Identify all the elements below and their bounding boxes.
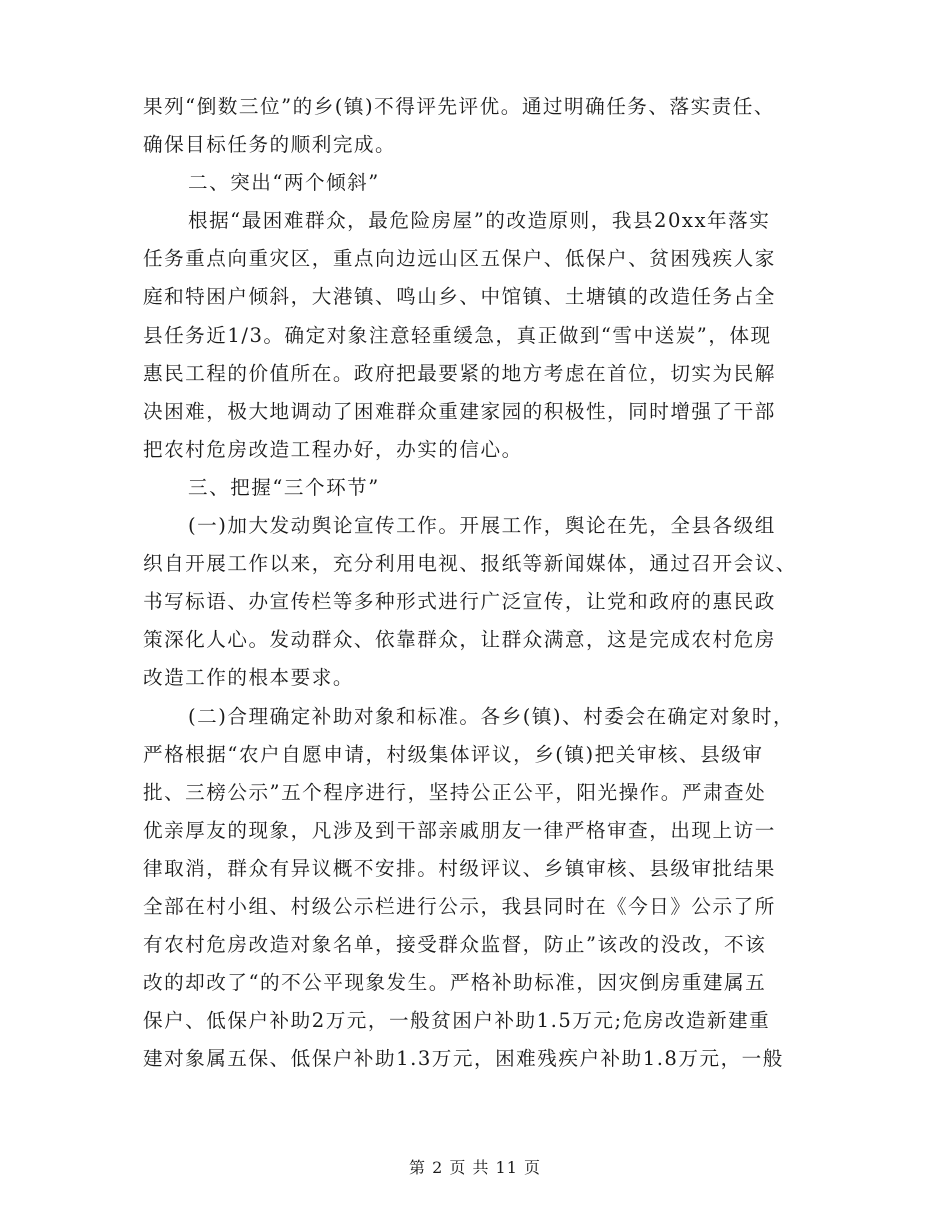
text-line: 批、三榜公示”五个程序进行，坚持公正公平，阳光操作。严肃查处	[143, 780, 767, 804]
text-line: 决困难，极大地调动了困难群众重建家园的积极性，同时增强了干部	[143, 399, 776, 423]
text-line: 庭和特困户倾斜，大港镇、鸣山乡、中馆镇、土塘镇的改造任务占全	[143, 285, 776, 309]
text-line: 改的却改了“的不公平现象发生。严格补助标准，因灾倒房重建属五	[143, 971, 767, 995]
text-line: 三、把握“三个环节”	[188, 475, 380, 499]
text-line: 保户、低保户补助2万元，一般贫困户补助1.5万元;危房改造新建重	[143, 1009, 771, 1033]
text-line: (二)合理确定补助对象和标准。各乡(镇)、村委会在确定对象时，	[188, 704, 795, 728]
text-line: 优亲厚友的现象，凡涉及到干部亲戚朋友一律严格审查，出现上访一	[143, 818, 776, 842]
text-line: 严格根据“农户自愿申请，村级集体评议，乡(镇)把关审核、县级审	[143, 742, 764, 766]
text-line: (一)加大发动舆论宣传工作。开展工作，舆论在先，全县各级组	[188, 514, 776, 538]
text-line: 县任务近1/3。确定对象注意轻重缓急，真正做到“雪中送炭”，体现	[143, 323, 772, 347]
text-line: 织自开展工作以来，充分利用电视、报纸等新闻媒体，通过召开会议、	[143, 552, 797, 576]
text-line: 二、突出“两个倾斜”	[188, 171, 380, 195]
text-line: 有农村危房改造对象名单，接受群众监督，防止”该改的没改，不该	[143, 933, 767, 957]
text-line: 任务重点向重灾区，重点向边远山区五保户、低保户、贫困残疾人家	[143, 247, 776, 271]
text-line: 律取消，群众有异议概不安排。村级评议、乡镇审核、县级审批结果	[143, 856, 776, 880]
text-line: 把农村危房改造工程办好，办实的信心。	[143, 437, 523, 461]
document-body	[143, 88, 811, 1078]
text-line: 惠民工程的价值所在。政府把最要紧的地方考虑在首位，切实为民解	[143, 361, 776, 385]
page-footer: 第 2 页 共 11 页	[409, 1158, 541, 1177]
text-line: 确保目标任务的顺利完成。	[143, 133, 397, 157]
text-line: 全部在村小组、村级公示栏进行公示，我县同时在《今日》公示了所	[143, 894, 776, 918]
text-line: 根据“最困难群众，最危险房屋”的改造原则，我县20xx年落实	[188, 209, 771, 233]
text-line: 果列“倒数三位”的乡(镇)不得评先评优。通过明确任务、落实责任、	[143, 95, 775, 118]
text-line: 建对象属五保、低保户补助1.3万元，困难残疾户补助1.8万元，一般	[143, 1047, 784, 1071]
text-line: 书写标语、办宣传栏等多种形式进行广泛宣传，让党和政府的惠民政	[143, 590, 776, 614]
text-line: 改造工作的根本要求。	[143, 666, 354, 690]
text-line: 策深化人心。发动群众、依靠群众，让群众满意，这是完成农村危房	[143, 628, 776, 652]
